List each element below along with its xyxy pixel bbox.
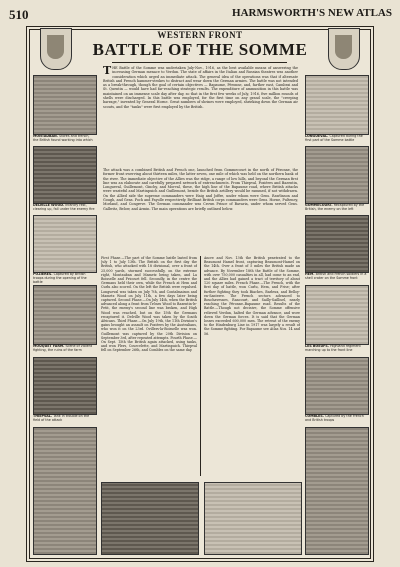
caption-hem: HEM. British and French soldiers in a shell crater on the Somme front <box>305 272 367 280</box>
caption-gommecourt: GOMMECOURT. Recaptured by the British, the enemy on the left <box>305 203 365 211</box>
photo-thiepval <box>33 357 97 415</box>
photo-combles <box>305 357 369 415</box>
photo-pozieres <box>33 215 97 273</box>
photo-delville-wood <box>33 146 97 204</box>
caption-les-boeufs: LES BOEUFS. Highland regiment marching up to the front line <box>305 344 361 352</box>
page-title: BATTLE OF THE SOMME <box>92 40 308 59</box>
photo-gommecourt <box>305 146 369 204</box>
caption-thiepval: THIEPVAL. Tank in trouble on the field of the attack <box>33 414 90 422</box>
intro-text: HE Battle of the Somme was undertaken July-Nov., 1916, as the best available means of answering the increasing German menace to Verdun. The state of affairs in the Italian and Russian theatres was another consideration which urged an immediate attack. The general idea of the operations was that if alternate British and French hammer-strokes to distract and wear down the German armies. The battle was not intended as a break-through, though the goal of certain objectives — Bapaume, Péronne, and, farther east, Cambrai and St. Quentin — would have had far-reaching strategic results. The expenditure of ammunition in this battle was maintained on an immense scale day after day, so that in the first few weeks of July, 1916, five million rounds of shells were discharged. In this battle was employed, for the first time on any grand scale, the "creeping barrage," invented by General Horne. Great numbers of shrines were employed, shrieking down the German air scouts, and the "tanks" were first employed by the British. <box>103 66 298 109</box>
title-rule <box>112 62 287 63</box>
text-column-left: First Phase.—The part of the Somme battle lasted from July 1 to July 13th. The British on the first day the British, who attacked with 18 divisional, over a front of 25,000 yards, stormed successfully, on the extreme right, Montauban and Mametz being taken, and La Boisselle and Fricourt fell. Secondly, in the centre the Germans held their own, while the French at Hem and Curlu also scored. On the left the British were repulsed. Longueval was taken on July 7th, and Contalmaison and Mametz Wood on July 11th, a few days later being captured. Second Phase.—On July 14th, when the British advanced along a front from Trônes Wood to Bazentin-le-Petit, the enemy's second line was broken, and High Wood was reached, but on the 15th the Germans recaptured it. Delville Wood was taken by the South Africans. Third Phase.—On July 19th, the 11th Division's gains brought an assault on Pozières by the Australians, who won it on the 23rd. Ovillers-la-Boisselle was won. Guillemont was captured by the 20th Division on September 3rd, after repeated attempts. Fourth Phase.—On Sept. 15th the British again attacked, using tanks, and won Flers, Courcelette, and Martinpuich. Thiepval fell on September 26th, and Combles on the same day. <box>101 256 197 353</box>
caption-mouquet-farm: MOUQUET FARM. Scene of violent fighting, the ruins of the farm <box>33 344 92 352</box>
publication-title: HARMSWORTH'S NEW ATLAS <box>232 7 392 19</box>
drop-cap: T <box>103 66 112 77</box>
photo-bottom-center-right <box>204 482 302 555</box>
left-coat-of-arms-icon <box>40 28 72 70</box>
caption-pozieres: POZIÈRES. Captured by British troops during the opening of the battle <box>33 272 87 284</box>
page-number: 510 <box>9 7 29 22</box>
column-divider <box>200 256 201 476</box>
intro-paragraph-2: The attack was a combined British and French one, launched from Gommecourt in the north of Péronne, the former front swerving about thirteen miles, the latter seven, one mile of which was held on the northern bank of the river. The immediate objective of the Allies was the ridge, a range of low hills, and beyond the German first line was an elaborate and carefully prepared network of entrenchments. From Thiepval, Pozières and Bazentin, Longueval, Guillemont, Ginchy, and Morval, these, the high line of the Bapaume road, where British attacks were wasteful and Martinpuich and Guillemont, beside the British artillery would be rammed, if not withdrawn. On the Allied side the supreme commanders were Haig and Joffre, under whom were Gens. Rawlinson and Gough, and Gens. Foch and Fayolle respectively. Brilliant British corps commanders were Gens. Horne, Pulteney, Morland, and Congreve. The German commander was Crown Prince of Bavaria, under whom served Gens. Gallwitz, Below, and Armin. The main operations are briefly outlined below. <box>103 168 298 211</box>
photo-les-boeufs <box>305 285 369 345</box>
photo-mouquet-farm <box>33 285 97 345</box>
photo-longueval <box>305 75 369 135</box>
caption-delville-wood: DELVILLE WOOD. Infantry rest, clearing up, fall under the enemy fire <box>33 203 95 211</box>
photo-montauban <box>33 75 97 135</box>
right-coat-of-arms-icon <box>328 28 360 70</box>
caption-montauban: MONTAUBAN. Stores and trench, the British found working into which <box>33 134 93 142</box>
photo-bottom-left <box>33 427 97 555</box>
photo-bottom-center <box>101 482 199 555</box>
caption-combles: COMBLES. Captured by the French and British troops <box>305 414 364 422</box>
caption-longueval: LONGUEVAL. Captured during the first part of the Somme battle <box>305 134 363 142</box>
photo-hem <box>305 215 369 273</box>
text-column-right: Ancre and Nov. 13th the British penetrated to the Beaumont Hamel front, capturing Beaumont-Hamel on the 14th. Over a front of 5 miles the British made an advance. By November 18th the Battle of the Somme, with over 750,000 casualties in all, had come to an end, and the Allies had gained a tract of territory of about 120 square miles. French Phase.—The French, with the first day of battle, won Curlu, Hem, and Frise; after further fighting they took Biaches, Barleux, and Belloy-en-Santerre. The French sectors advanced to Bouchavesnes, Rancourt, and Sailly-Saillisel, nearly reaching the Péronne–Bapaume road. Results of the Battle.—Though not decisive, the Somme offensive relieved Verdun, halted the German advance, and wore down the German forces. It is said that the German losses exceeded 600,000 men. The retreat of the enemy to the Hindenburg Line in 1917 was largely a result of the Somme fighting. For Bapaume see Atlas Nos. 14 and 56. <box>204 256 300 336</box>
section-label: WESTERN FRONT <box>157 30 243 40</box>
intro-paragraph <box>103 66 298 166</box>
photo-bottom-right <box>305 427 369 555</box>
